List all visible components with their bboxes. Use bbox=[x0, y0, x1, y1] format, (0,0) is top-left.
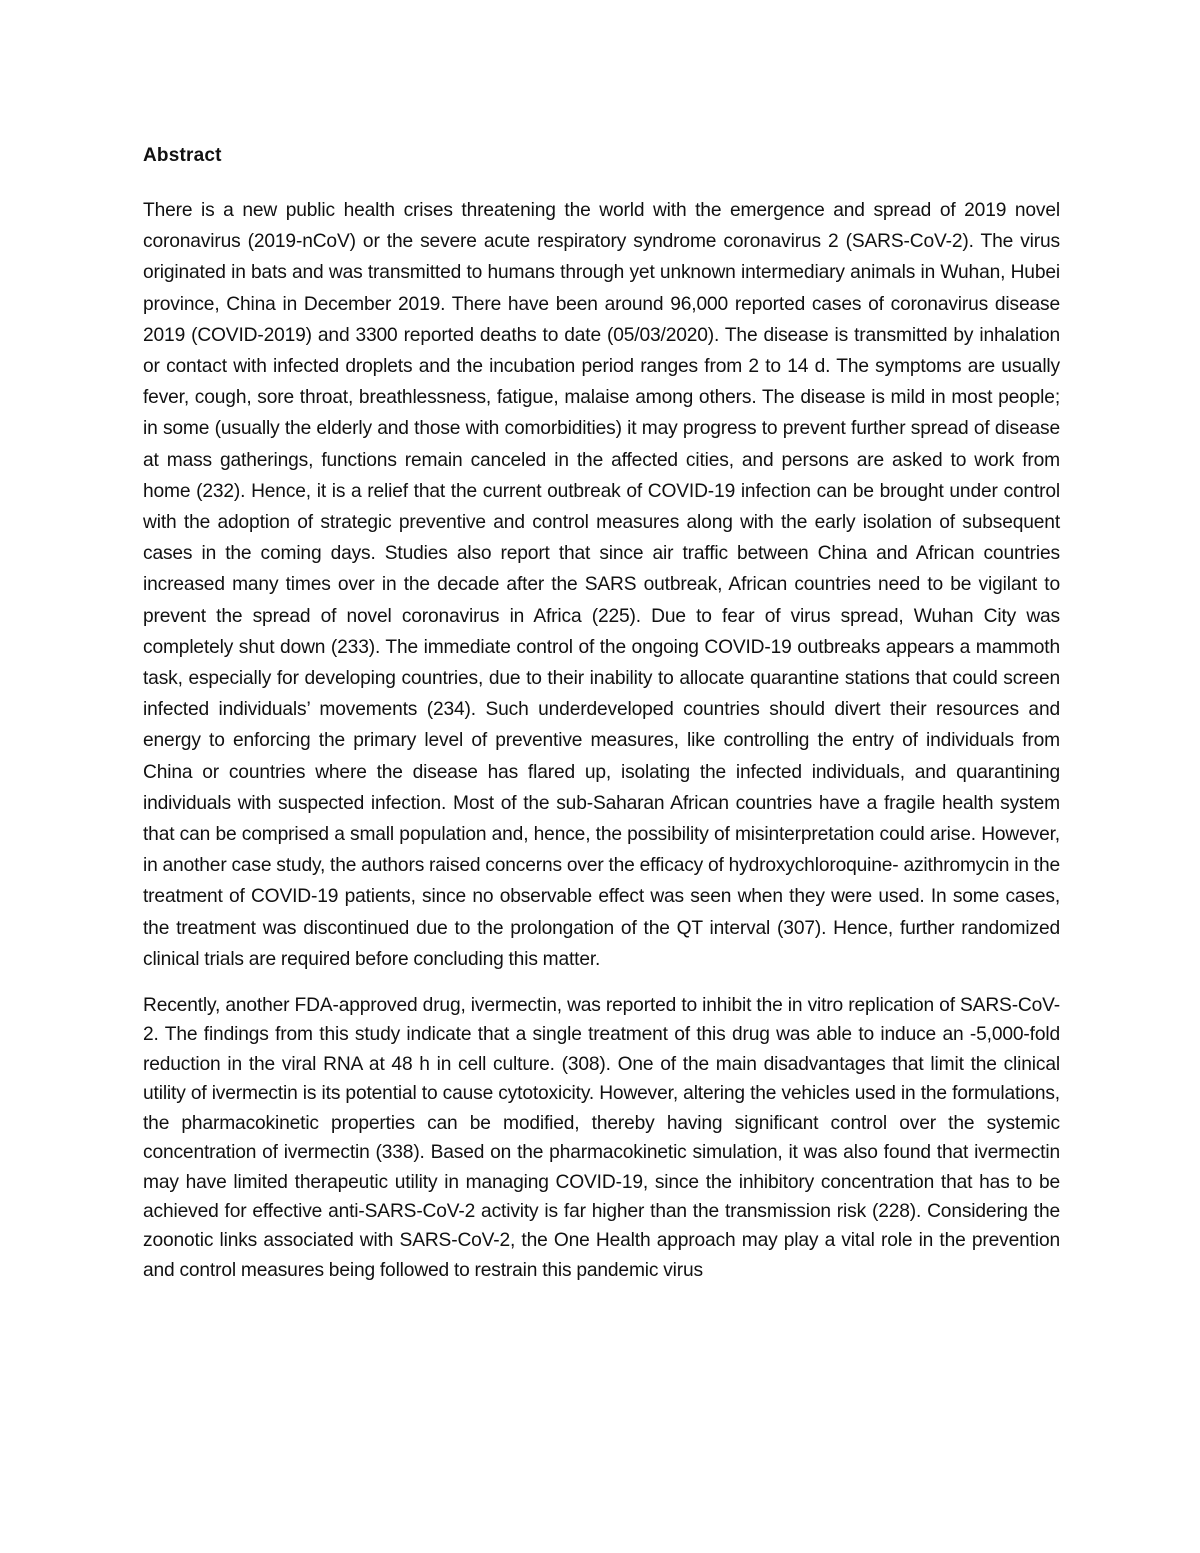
abstract-paragraph-1: There is a new public health crises threatening the world with the emergence and spread of 2019 novel coronavirus (2019-nCoV) or the severe acute respiratory syndrome coronavirus 2 (SARS-CoV-2). The virus originated in bats and was transmitted to humans through yet unknown intermediary animals in Wuhan, Hubei province, China in December 2019. There have been around 96,000 reported cases of coronavirus disease 2019 (COVID-2019) and 3300 reported deaths to date (05/03/2020). The disease is transmitted by inhalation or contact with infected droplets and the incubation period ranges from 2 to 14 d. The symptoms are usually fever, cough, sore throat, breathlessness, fatigue, malaise among others. The disease is mild in most people; in some (usually the elderly and those with comorbidities) it may progress to prevent further spread of disease at mass gatherings, functions remain canceled in the affected cities, and persons are asked to work from home (232). Hence, it is a relief that the current outbreak of COVID-19 infection can be brought under control with the adoption of strategic preventive and control measures along with the early isolation of subsequent cases in the coming days. Studies also report that since air traffic between China and African countries increased many times over in the decade after the SARS outbreak, African countries need to be vigilant to prevent the spread of novel coronavirus in Africa (225). Due to fear of virus spread, Wuhan City was completely shut down (233). The immediate control of the ongoing COVID-19 outbreaks appears a mammoth task, especially for developing countries, due to their inability to allocate quarantine stations that could screen infected individuals’ movements (234). Such underdeveloped countries should divert their resources and energy to enforcing the primary level of preventive measures, like controlling the entry of individuals from China or countries where the disease has flared up, isolating the infected individuals, and quarantining individuals with suspected infection. Most of the sub-Saharan African countries have a fragile health system that can be comprised a small population and, hence, the possibility of misinterpretation could arise. However, in another case study, the authors raised concerns over the efficacy of hydroxychloroquine- azithromycin in the treatment of COVID-19 patients, since no observable effect was seen when they were used. In some cases, the treatment was discontinued due to the prolongation of the QT interval (307). Hence, further randomized clinical trials are required before concluding this matter. bbox=[143, 200, 1060, 970]
abstract-paragraph-2: Recently, another FDA-approved drug, ivermectin, was reported to inhibit the in vitro replication of SARS-CoV-2. The findings from this study indicate that a single treatment of this drug was able to induce an -5,000-fold reduction in the viral RNA at 48 h in cell culture. (308). One of the main disadvantages that limit the clinical utility of ivermectin is its potential to cause cytotoxicity. However, altering the vehicles used in the formulations, the pharmacokinetic properties can be modified, thereby having significant control over the systemic concentration of ivermectin (338). Based on the pharmacokinetic simulation, it was also found that ivermectin may have limited therapeutic utility in managing COVID-19, since the inhibitory concentration that has to be achieved for effective anti-SARS-CoV-2 activity is far higher than the transmission risk (228). Considering the zoonotic links associated with SARS-CoV-2, the One Health approach may play a vital role in the prevention and control measures being followed to restrain this pandemic virus bbox=[143, 995, 1060, 1281]
document-body bbox=[143, 141, 1060, 1285]
abstract-heading: Abstract bbox=[143, 145, 222, 166]
